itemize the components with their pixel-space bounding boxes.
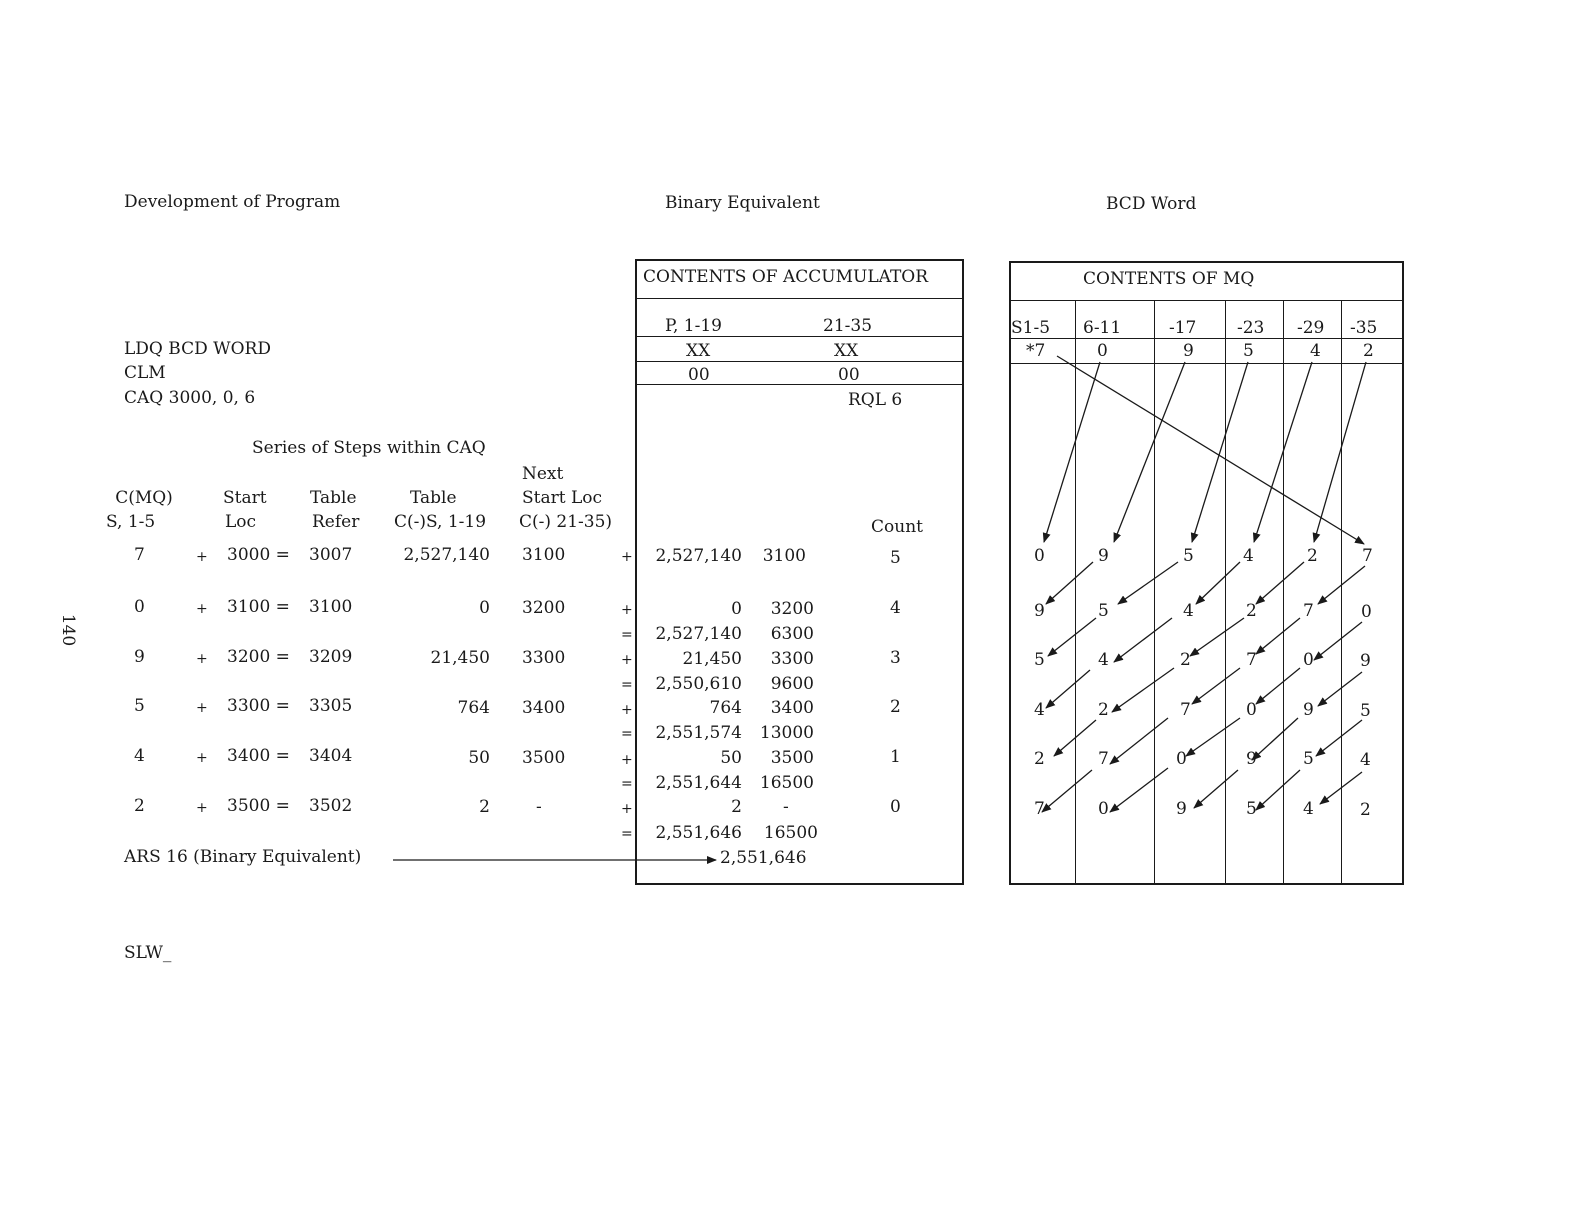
step-next: - — [536, 797, 542, 817]
col-start-2: Loc — [225, 512, 257, 532]
header-binary-equivalent: Binary Equivalent — [665, 193, 820, 213]
col-count: Count — [871, 517, 923, 537]
sum-acc-p: 2,551,646 — [655, 823, 742, 843]
shift-arrow — [1320, 772, 1362, 804]
sum-op: = — [621, 826, 633, 842]
mq-initial-digit: 9 — [1183, 341, 1194, 361]
sum-acc-p: 2,551,644 — [655, 773, 742, 793]
step-mq: 9 — [134, 647, 145, 667]
col-next-2: Start Loc — [522, 488, 603, 508]
acc-col-p: P, 1-19 — [665, 316, 722, 336]
mq-col-header: -35 — [1350, 318, 1378, 338]
shift-arrow — [1118, 562, 1178, 604]
shift-arrow — [1048, 618, 1096, 656]
acc-p: 2 — [731, 797, 742, 817]
shift-arrow — [1196, 562, 1240, 604]
step-table: 2,527,140 — [403, 545, 490, 565]
col-refer-2: Refer — [312, 512, 360, 532]
step-mq: 2 — [134, 796, 145, 816]
acc-p: 2,527,140 — [655, 546, 742, 566]
mq-digit: 4 — [1183, 601, 1194, 621]
shift-arrow — [1192, 362, 1248, 542]
mq-col-header: -23 — [1237, 318, 1265, 338]
step-count: 3 — [890, 648, 901, 668]
mq-title: CONTENTS OF MQ — [1083, 269, 1255, 289]
step-next: 3300 — [522, 648, 566, 668]
acc-p: 764 — [709, 698, 742, 718]
mq-digit: 5 — [1098, 601, 1109, 621]
mq-digit: 4 — [1034, 700, 1045, 720]
mq-digit: 0 — [1034, 546, 1045, 566]
step-refer: 3305 — [309, 696, 353, 716]
shift-arrow — [1057, 356, 1364, 544]
mq-digit: 7 — [1303, 601, 1314, 621]
shift-arrow — [1114, 362, 1185, 542]
col-next-1: Next — [522, 464, 564, 484]
step-refer: 3209 — [309, 647, 353, 667]
mq-digit: 9 — [1034, 601, 1045, 621]
mq-col-header: S1-5 — [1011, 318, 1051, 338]
sum-acc-p: 2,551,574 — [655, 723, 742, 743]
mq-digit: 0 — [1246, 700, 1257, 720]
mq-digit: 0 — [1098, 799, 1109, 819]
shift-arrow — [1256, 770, 1300, 810]
step-table: 764 — [457, 698, 490, 718]
step-start: 3000 = — [227, 545, 290, 565]
shift-arrow — [1110, 768, 1168, 812]
step-count: 1 — [890, 747, 901, 767]
sum-op: = — [621, 677, 633, 693]
step-plus: + — [196, 750, 208, 766]
acc-row1-p: XX — [686, 341, 711, 361]
step-start: 3400 = — [227, 746, 290, 766]
step-start: 3300 = — [227, 696, 290, 716]
instruction-clm: CLM — [124, 363, 166, 383]
sum-op: = — [621, 776, 633, 792]
step-start: 3200 = — [227, 647, 290, 667]
step-table: 2 — [479, 797, 490, 817]
sum-acc-p: 2,550,610 — [655, 674, 742, 694]
mq-digit: 0 — [1303, 650, 1314, 670]
mq-digit: 2 — [1360, 800, 1371, 820]
mq-digit: 4 — [1360, 750, 1371, 770]
diagonal-arrows — [1042, 562, 1365, 812]
acc-r: 3100 — [762, 546, 806, 566]
shift-arrow — [1316, 720, 1362, 756]
shift-arrow — [1256, 618, 1300, 654]
step-op: + — [621, 702, 633, 718]
sum-acc-r: 9600 — [770, 674, 814, 694]
instruction-ldq: LDQ BCD WORD — [124, 339, 271, 359]
step-start: 3100 = — [227, 597, 290, 617]
step-mq: 0 — [134, 597, 145, 617]
step-op: + — [621, 652, 633, 668]
step-plus: + — [196, 700, 208, 716]
mq-digit: 4 — [1243, 546, 1254, 566]
acc-p: 0 — [731, 599, 742, 619]
step-mq: 5 — [134, 696, 145, 716]
mq-digit: 2 — [1246, 601, 1257, 621]
mq-digit: 9 — [1360, 651, 1371, 671]
shift-arrow — [1044, 362, 1100, 542]
acc-col-r: 21-35 — [823, 316, 873, 336]
mq-digit: 9 — [1176, 799, 1187, 819]
header-bcd-word: BCD Word — [1106, 194, 1197, 214]
shift-arrow — [1256, 668, 1300, 704]
mq-digit: 5 — [1246, 799, 1257, 819]
step-op: + — [621, 801, 633, 817]
mq-digit: 2 — [1180, 650, 1191, 670]
shift-arrow — [1314, 362, 1366, 542]
sum-op: = — [621, 627, 633, 643]
series-title: Series of Steps within CAQ — [252, 438, 486, 458]
shift-arrow — [1318, 566, 1365, 604]
mq-initial-digit: 5 — [1243, 341, 1254, 361]
acc-r: 3500 — [770, 748, 814, 768]
mq-digit: 2 — [1034, 749, 1045, 769]
shift-arrow — [1190, 618, 1244, 656]
shift-arrow — [1054, 720, 1096, 756]
col-refer-1: Table — [310, 488, 357, 508]
step-refer: 3100 — [309, 597, 353, 617]
step-mq: 7 — [134, 545, 145, 565]
sum-acc-p: 2,527,140 — [655, 624, 742, 644]
mq-initial-digit: 0 — [1097, 341, 1108, 361]
acc-r: 3300 — [770, 649, 814, 669]
shift-arrow — [1042, 770, 1092, 812]
shift-arrow — [1112, 668, 1174, 712]
step-plus: + — [196, 651, 208, 667]
col-start-1: Start — [223, 488, 267, 508]
mq-col-header: -17 — [1169, 318, 1197, 338]
mq-digit: 5 — [1303, 749, 1314, 769]
step-count: 5 — [890, 548, 901, 568]
mq-digit: 0 — [1176, 749, 1187, 769]
col-table-1: Table — [410, 488, 457, 508]
col-next-3: C(-) 21-35) — [519, 512, 613, 532]
step-refer: 3502 — [309, 796, 353, 816]
col-cmq-1: C(MQ) — [115, 488, 173, 508]
step-plus: + — [196, 601, 208, 617]
shift-arrow — [1256, 562, 1304, 604]
mq-digit: 5 — [1183, 546, 1194, 566]
shift-arrow — [1110, 718, 1168, 764]
mq-digit: 2 — [1307, 546, 1318, 566]
shift-arrow — [1046, 562, 1093, 604]
step-plus: + — [196, 800, 208, 816]
mq-digit: 7 — [1362, 546, 1373, 566]
sum-op: = — [621, 726, 633, 742]
shift-arrow — [1252, 718, 1298, 760]
mq-col-header: -29 — [1297, 318, 1325, 338]
acc-title: CONTENTS OF ACCUMULATOR — [643, 267, 929, 287]
sum-acc-r: 16500 — [763, 823, 818, 843]
step-start: 3500 = — [227, 796, 290, 816]
mq-digit: 9 — [1303, 700, 1314, 720]
ars-label: ARS 16 (Binary Equivalent) — [124, 847, 362, 867]
mq-digit: 7 — [1098, 749, 1109, 769]
step-refer: 3404 — [309, 746, 353, 766]
step-refer: 3007 — [309, 545, 353, 565]
acc-p: 50 — [720, 748, 742, 768]
step-count: 2 — [890, 697, 901, 717]
mq-initial-digit: *7 — [1026, 341, 1046, 361]
mq-digit: 4 — [1098, 650, 1109, 670]
step-table: 21,450 — [430, 648, 490, 668]
shift-arrow — [1192, 668, 1240, 704]
mq-digit: 9 — [1098, 546, 1109, 566]
step-count: 0 — [890, 797, 901, 817]
shift-arrow — [1186, 718, 1240, 756]
col-cmq-2: S, 1-5 — [106, 512, 156, 532]
acc-rql: RQL 6 — [848, 390, 903, 410]
ars-result: 2,551,646 — [720, 848, 807, 868]
step-table: 50 — [468, 748, 490, 768]
acc-r: 3400 — [770, 698, 814, 718]
header-development: Development of Program — [124, 192, 341, 212]
acc-row2-r: 00 — [838, 365, 860, 385]
mq-digit: 4 — [1303, 799, 1314, 819]
step-count: 4 — [890, 598, 901, 618]
mq-digit: 5 — [1360, 701, 1371, 721]
acc-row1-r: XX — [834, 341, 859, 361]
mq-initial-digit: 4 — [1310, 341, 1321, 361]
step-plus: + — [196, 549, 208, 565]
mq-digit: 7 — [1180, 700, 1191, 720]
mq-digit: 0 — [1361, 602, 1372, 622]
step-op: + — [621, 602, 633, 618]
step-next: 3100 — [522, 545, 566, 565]
acc-p: 21,450 — [682, 649, 742, 669]
acc-r: 3200 — [770, 599, 814, 619]
step-next: 3500 — [522, 748, 566, 768]
step-mq: 4 — [134, 746, 145, 766]
shift-arrow — [1314, 622, 1362, 660]
sum-acc-r: 16500 — [759, 773, 814, 793]
shift-arrow — [1194, 770, 1238, 808]
page-number: 140 — [58, 613, 79, 647]
step-next: 3200 — [522, 598, 566, 618]
step-op: + — [621, 549, 633, 565]
acc-r: - — [783, 797, 789, 817]
mq-digit: 7 — [1246, 650, 1257, 670]
shift-arrow — [1114, 618, 1172, 662]
col-table-2: C(-)S, 1-19 — [394, 512, 487, 532]
mq-digit: 2 — [1098, 700, 1109, 720]
shift-arrow — [1254, 362, 1312, 542]
sum-acc-r: 6300 — [770, 624, 814, 644]
mq-col-header: 6-11 — [1083, 318, 1122, 338]
mq-digit: 7 — [1034, 799, 1045, 819]
footer-slw: SLW_ — [124, 943, 172, 963]
shift-arrow — [1318, 672, 1362, 706]
shift-arrow — [1046, 670, 1090, 708]
sum-acc-r: 13000 — [759, 723, 814, 743]
step-table: 0 — [479, 598, 490, 618]
mq-initial-digit: 2 — [1363, 341, 1374, 361]
step-next: 3400 — [522, 698, 566, 718]
acc-row2-p: 00 — [688, 365, 710, 385]
mq-digit: 5 — [1034, 650, 1045, 670]
instruction-caq: CAQ 3000, 0, 6 — [124, 388, 256, 408]
mq-digit: 9 — [1246, 749, 1257, 769]
step-op: + — [621, 752, 633, 768]
